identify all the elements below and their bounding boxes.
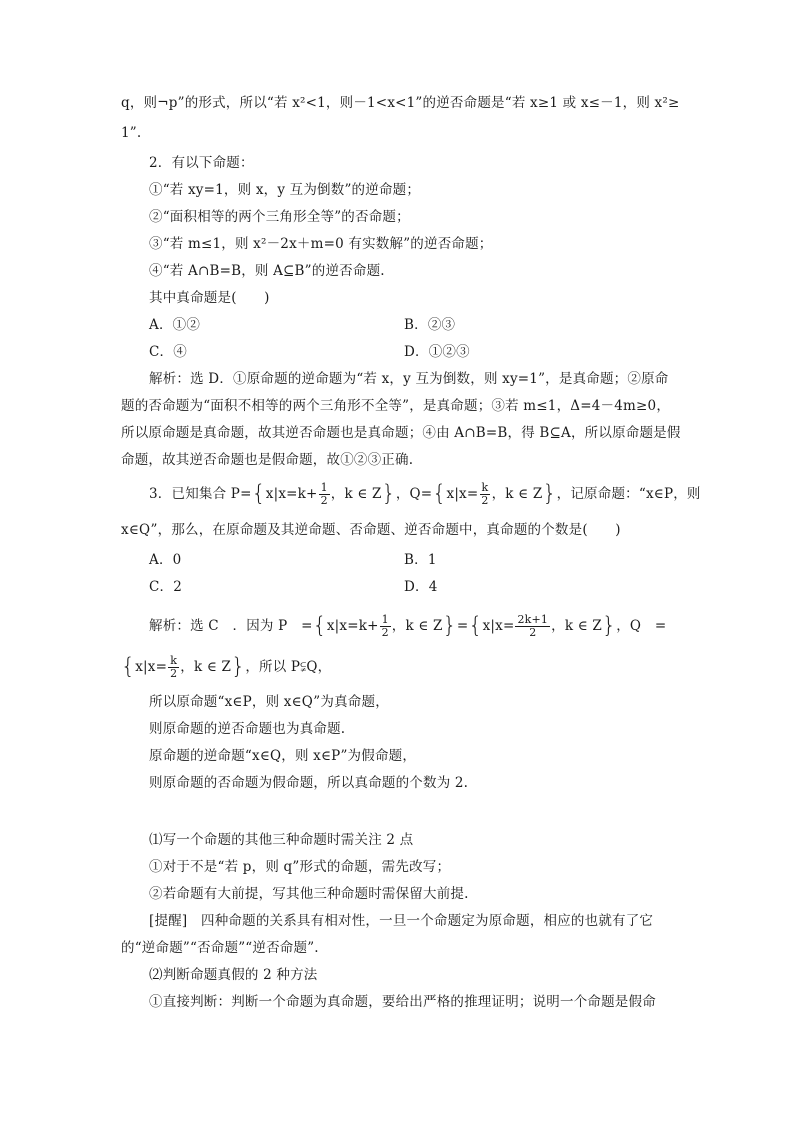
question-2-item: ④“若 A∩B=B，则 A⊆B”的逆否命题.	[149, 263, 385, 279]
question-2-item: ②“面积相等的两个三角形全等”的否命题；	[149, 209, 410, 225]
fraction-numerator: k	[481, 481, 489, 494]
option-c: C．2	[149, 579, 183, 595]
set-open-brace: {	[251, 481, 266, 507]
fraction-denominator: 2	[320, 494, 328, 507]
fraction	[168, 655, 179, 680]
summary-reminder: [提醒] 四种命题的关系具有相对性，一旦一个命题定为原命题，相应的也就有了它	[149, 913, 654, 929]
solution-line: 则原命题的逆否命题也为真命题.	[149, 721, 346, 737]
question-3-line	[149, 482, 709, 507]
option-a: A．0	[149, 552, 182, 568]
summary-line: ①对于不是“若 p，则 q”形式的命题，需先改写；	[149, 859, 451, 875]
fraction-denominator: 2	[170, 667, 178, 680]
text-segment: ，所以 P⫋Q，	[245, 659, 332, 675]
fraction-denominator: 2	[381, 626, 389, 639]
text-line: q，则¬p”的形式，所以“若 x²<1，则－1<x<1”的逆否命题是“若 x≥1 或 x≤－1，则 x²≥	[121, 95, 680, 111]
question-3-line: x∈Q”，那么，在原命题及其逆命题、否命题、逆否命题中，真命题的个数是( )	[121, 522, 621, 538]
option-d: D．①②③	[404, 344, 470, 360]
fraction-denominator: 2	[529, 626, 537, 639]
set-close-brace: }	[442, 613, 457, 639]
text-segment: 3．已知集合 P=	[149, 486, 252, 502]
fraction	[319, 482, 330, 507]
text-segment: ，k ∈ Z	[551, 618, 602, 634]
fraction-denominator: 2	[481, 494, 489, 507]
text-segment: ，k ∈ Z	[330, 486, 382, 502]
solution-line: 所以原命题“x∈P，则 x∈Q”为真命题，	[149, 694, 389, 710]
question-2-item: ③“若 m≤1，则 x²－2x＋m=0 有实数解”的逆否命题；	[149, 236, 493, 252]
fraction	[479, 482, 490, 507]
solution-line: 解析：选 D．①原命题的逆命题为“若 x，y 互为倒数，则 xy=1”，是真命题；②原命	[149, 371, 669, 387]
set-open-brace: {	[432, 481, 447, 507]
set-close-brace: }	[542, 481, 557, 507]
text-segment: ，Q =	[616, 618, 667, 634]
set-open-brace: {	[121, 654, 136, 680]
set-open-brace: {	[312, 613, 327, 639]
fraction-numerator: k	[170, 654, 178, 667]
solution-line: 题的否命题为“面积不相等的两个三角形不全等”，是真命题；③若 m≤1，Δ=4－4m≥0，	[121, 398, 671, 414]
solution-line	[121, 655, 681, 680]
text-segment: 解析：选 C ．因为 P =	[149, 618, 313, 634]
text-segment: x|x=	[135, 659, 168, 675]
summary-line: ②若命题有大前提，写其他三种命题时需保留大前提.	[149, 886, 469, 902]
text-segment: =	[456, 618, 469, 634]
solution-line: 则原命题的否命题为假命题，所以真命题的个数为 2.	[149, 775, 469, 791]
summary-heading: ⑵判断命题真假的 2 种方法	[149, 967, 318, 983]
set-close-brace: }	[381, 481, 396, 507]
solution-line	[149, 614, 681, 639]
fraction	[515, 614, 550, 639]
set-close-brace: }	[601, 613, 617, 639]
text-segment: x|x=k+	[326, 618, 379, 634]
fraction	[380, 614, 391, 639]
set-close-brace: }	[231, 654, 246, 680]
text-segment: ，记原命题：“x∈P，则	[556, 486, 701, 502]
text-line: 1”.	[121, 125, 142, 141]
text-segment: ，k ∈ Z	[180, 659, 232, 675]
option-b: B．1	[404, 552, 437, 568]
option-b: B．②③	[404, 317, 456, 333]
solution-line: 所以原命题是真命题，故其逆否命题也是真命题；④由 A∩B=B，得 B⊆A，所以原命题是假	[121, 425, 681, 441]
summary-line: ①直接判断：判断一个命题为真命题，要给出严格的推理证明；说明一个命题是假命	[149, 994, 656, 1010]
text-segment: x|x=	[446, 486, 479, 502]
set-open-brace: {	[468, 613, 483, 639]
text-segment: x|x=	[482, 618, 515, 634]
question-2-title: 2．有以下命题：	[149, 155, 254, 171]
fraction-numerator: 1	[381, 613, 389, 626]
summary-line: 的“逆命题”“否命题”“逆否命题”.	[121, 940, 319, 956]
text-segment: ，k ∈ Z	[491, 486, 543, 502]
option-d: D．4	[404, 579, 438, 595]
fraction-numerator: 1	[320, 481, 328, 494]
solution-line: 原命题的逆命题“x∈Q，则 x∈P”为假命题，	[149, 748, 417, 764]
question-2-item: ①“若 xy=1，则 x，y 互为倒数”的逆命题；	[149, 182, 421, 198]
text-segment: ，Q=	[395, 486, 433, 502]
question-2-ask: 其中真命题是( )	[149, 290, 270, 306]
fraction-numerator: 2k+1	[517, 613, 549, 626]
solution-line: 命题，故其逆否命题也是假命题，故①②③正确.	[121, 452, 414, 468]
summary-heading: ⑴写一个命题的其他三种命题时需关注 2 点	[149, 832, 414, 848]
text-segment: x|x=k+	[265, 486, 318, 502]
option-c: C．④	[149, 344, 187, 360]
option-a: A．①②	[149, 317, 201, 333]
text-segment: ，k ∈ Z	[391, 618, 443, 634]
